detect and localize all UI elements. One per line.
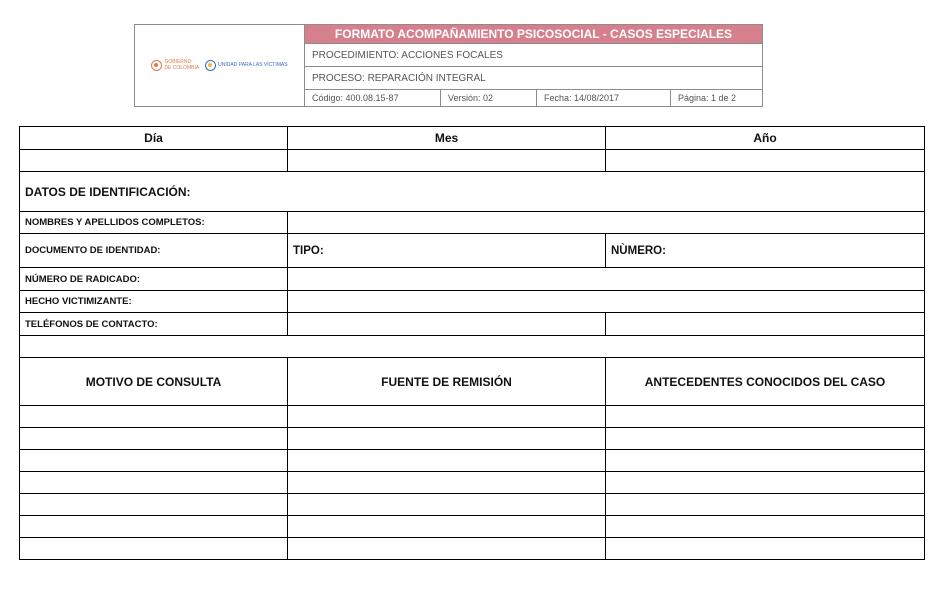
year-field[interactable]: [606, 150, 925, 172]
antecedentes-cell[interactable]: [606, 516, 925, 538]
document-title: FORMATO ACOMPAÑAMIENTO PSICOSOCIAL - CASOS ESPECIALES: [305, 25, 762, 44]
telefonos-label: TELÉFONOS DE CONTACTO:: [20, 313, 288, 336]
fuente-cell[interactable]: [288, 538, 606, 560]
document-meta: [305, 90, 762, 106]
tipo-field[interactable]: [288, 234, 606, 268]
telefonos-row: [20, 313, 925, 336]
motivo-header: MOTIVO DE CONSULTA: [20, 358, 288, 406]
spacer-row: [20, 336, 925, 358]
motivo-cell[interactable]: [20, 428, 288, 450]
hecho-label: HECHO VICTIMIZANTE:: [20, 291, 288, 313]
motivo-row: [20, 538, 925, 560]
documento-label: DOCUMENTO DE IDENTIDAD:: [20, 234, 288, 268]
numero-field[interactable]: [606, 234, 925, 268]
section-title: DATOS DE IDENTIFICACIÓN:: [20, 172, 925, 212]
radicado-field[interactable]: [288, 268, 925, 291]
pagina-label: Página: 1 de 2: [678, 93, 737, 103]
logo-area: [135, 25, 305, 106]
motivo-cell[interactable]: [20, 516, 288, 538]
numero-label: NÙMERO:: [611, 244, 666, 257]
unidad-logo: [205, 60, 287, 71]
motivo-row: [20, 472, 925, 494]
gobierno-logo-line1: GOBIERNO: [164, 59, 192, 65]
gobierno-logo-line2: DE COLOMBIA: [164, 64, 200, 71]
antecedentes-cell[interactable]: [606, 450, 925, 472]
motivo-row: [20, 516, 925, 538]
hecho-field[interactable]: [288, 291, 925, 313]
gobierno-emblem-icon: [151, 60, 162, 71]
codigo-label: Código: 400.08.15-87: [305, 90, 441, 106]
motivo-row: [20, 450, 925, 472]
procedimiento-label: PROCEDIMIENTO: ACCIONES FOCALES: [305, 44, 762, 67]
antecedentes-cell[interactable]: [606, 406, 925, 428]
antecedentes-cell[interactable]: [606, 494, 925, 516]
radicado-label: NÚMERO DE RADICADO:: [20, 268, 288, 291]
fuente-cell[interactable]: [288, 450, 606, 472]
nombres-field[interactable]: [288, 212, 925, 234]
tipo-label: TIPO:: [293, 244, 324, 257]
month-header: Mes: [288, 127, 606, 150]
motivo-cell[interactable]: [20, 494, 288, 516]
motivo-row: [20, 406, 925, 428]
year-header: Año: [606, 127, 925, 150]
telefono-field-2[interactable]: [606, 313, 925, 336]
motivo-cell[interactable]: [20, 406, 288, 428]
spacer-cell: [20, 336, 925, 358]
date-header-row: [20, 127, 925, 150]
nombres-label: NOMBRES Y APELLIDOS COMPLETOS:: [20, 212, 288, 234]
radicado-row: [20, 268, 925, 291]
documento-row: [20, 234, 925, 268]
day-header: Día: [20, 127, 288, 150]
antecedentes-cell[interactable]: [606, 428, 925, 450]
month-field[interactable]: [288, 150, 606, 172]
date-value-row: [20, 150, 925, 172]
fuente-cell[interactable]: [288, 516, 606, 538]
motivo-cell[interactable]: [20, 538, 288, 560]
motivo-row: [20, 494, 925, 516]
fecha-label: Fecha: 14/08/2017: [537, 90, 671, 106]
fuente-cell[interactable]: [288, 494, 606, 516]
motivo-cell[interactable]: [20, 450, 288, 472]
motivo-cell[interactable]: [20, 472, 288, 494]
proceso-label: PROCESO: REPARACIÓN INTEGRAL: [305, 67, 762, 90]
fuente-header: FUENTE DE REMISIÓN: [288, 358, 606, 406]
fuente-cell[interactable]: [288, 472, 606, 494]
antecedentes-header: ANTECEDENTES CONOCIDOS DEL CASO: [606, 358, 925, 406]
unidad-logo-text: UNIDAD PARA LAS VÍCTIMAS: [218, 61, 288, 68]
hecho-row: [20, 291, 925, 313]
document-header: [134, 24, 763, 107]
gobierno-logo: [151, 60, 199, 71]
motivo-header-row: [20, 358, 925, 406]
section-row: [20, 172, 925, 212]
telefono-field-1[interactable]: [288, 313, 606, 336]
fuente-cell[interactable]: [288, 428, 606, 450]
antecedentes-cell[interactable]: [606, 538, 925, 560]
version-label: Versión: 02: [441, 90, 537, 106]
antecedentes-cell[interactable]: [606, 472, 925, 494]
fuente-cell[interactable]: [288, 406, 606, 428]
motivo-row: [20, 428, 925, 450]
nombres-row: [20, 212, 925, 234]
unidad-emblem-icon: [205, 60, 216, 71]
day-field[interactable]: [20, 150, 288, 172]
identification-form: [19, 126, 925, 560]
